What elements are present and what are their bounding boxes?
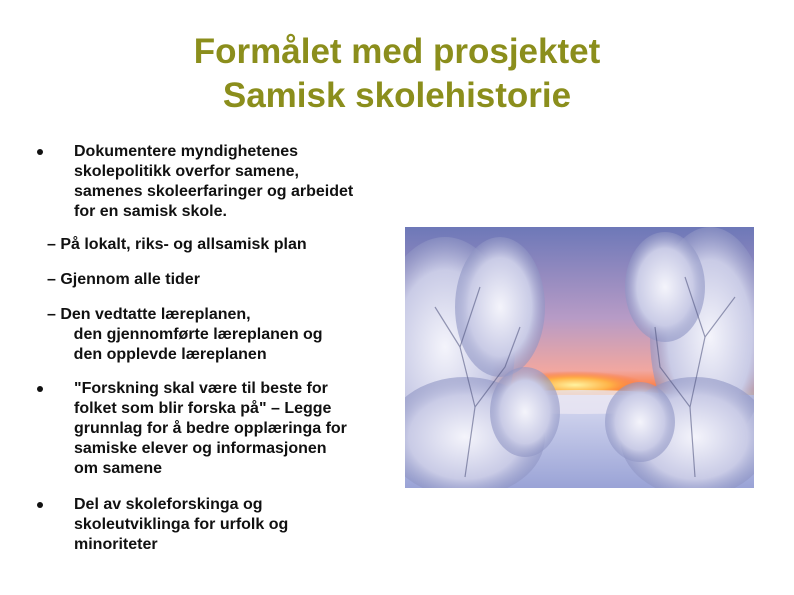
sub-item: – Den vedtatte læreplanen, den gjennomførte læreplanen og den opplevde læreplanen — [47, 306, 323, 363]
bullet-item — [74, 495, 434, 555]
title-line-2: Samisk skolehistorie — [222, 76, 572, 115]
bullet-item — [74, 379, 434, 479]
bullet-dot-icon — [37, 502, 43, 508]
sub-item: – På lokalt, riks- og allsamisk plan — [47, 236, 307, 253]
bullet-text: Dokumentere myndighetenes skolepolitikk overfor samene, samenes skoleerfaringer og arbeidet for en samisk skole. — [74, 143, 354, 220]
bullet-dot-icon — [37, 149, 43, 155]
sub-item: – Gjennom alle tider — [47, 271, 200, 288]
snow-sunset-photo — [405, 227, 754, 488]
title-line-1: Formålet med prosjektet — [193, 32, 601, 71]
bullet-text: Del av skoleforskinga og skoleutviklinga for urfolk og minoriteter — [74, 496, 289, 553]
snow-trees-image — [405, 227, 754, 488]
bullet-text: "Forskning skal være til beste for folket som blir forska på" – Legge grunnlag for å bedre opplæringa for samiske elever og informasjonen om samene — [74, 380, 347, 477]
bullet-dot-icon — [37, 386, 43, 392]
bullet-item — [74, 142, 434, 222]
slide-title — [0, 30, 794, 118]
